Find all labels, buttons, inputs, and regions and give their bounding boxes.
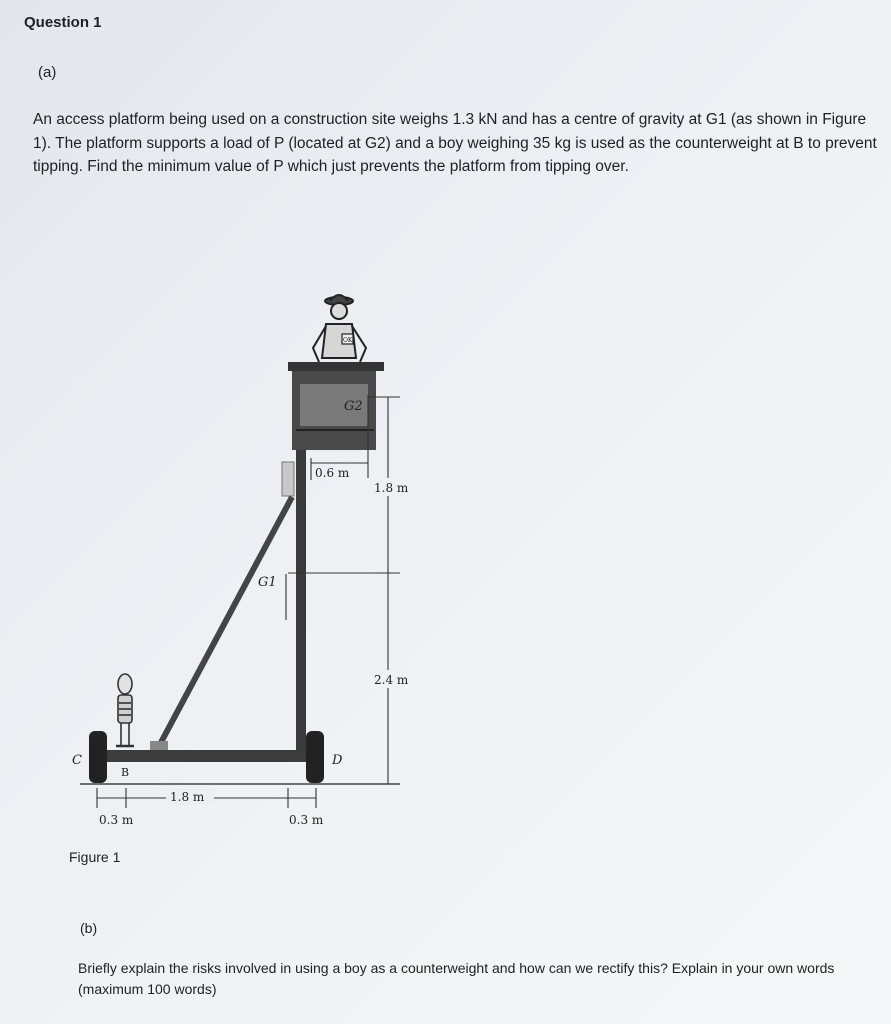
- dimension-lines: [97, 395, 400, 808]
- base-beam: [100, 750, 312, 762]
- person-tag-text: OK: [343, 337, 353, 344]
- base-length-label: 1.8 m: [170, 790, 205, 804]
- part-b-label: (b): [80, 920, 98, 936]
- point-c-label: C: [72, 753, 82, 768]
- question-title: Question 1: [24, 14, 102, 31]
- person-head: [331, 303, 347, 319]
- wheel-d: [306, 731, 324, 783]
- g2-label: G2: [344, 399, 363, 414]
- offset-dim-label: 0.6 m: [315, 466, 350, 480]
- wheel-c: [89, 731, 107, 783]
- diagonal-strut: [158, 497, 292, 748]
- point-d-label: D: [332, 753, 343, 768]
- g1-label: G1: [258, 575, 277, 590]
- upper-height-label: 1.8 m: [374, 481, 409, 495]
- boy-head: [118, 674, 132, 694]
- boy-legs: [121, 723, 129, 745]
- part-b-question: Briefly explain the risks involved in using a boy as a counterweight and how can we rectify this? Explain in your own words (maximum 100 words): [78, 960, 835, 997]
- person-on-platform: [313, 295, 366, 362]
- part-a-label: (a): [38, 64, 57, 81]
- left-support-label: 0.3 m: [99, 813, 134, 827]
- boy-counterweight: [116, 674, 134, 746]
- lower-height-label: 2.4 m: [374, 673, 409, 687]
- point-b-label: B: [121, 766, 130, 779]
- right-support-label: 0.3 m: [289, 813, 324, 827]
- strut-foot: [150, 741, 168, 750]
- figure-caption: Figure 1: [69, 849, 121, 865]
- pole-bracket: [282, 462, 294, 496]
- vertical-pole: [296, 446, 306, 760]
- basket-rim: [288, 362, 384, 371]
- problem-statement: An access platform being used on a construction site weighs 1.3 kN and has a centre of gravity at G1 (as shown in Figure 1). The platform supports a load of P (located at G2) and a boy weighing 35 kg is used as the counterweight at B to prevent tipping. Find the minimum value of P which just prevents the platform from tipping over.: [33, 111, 877, 176]
